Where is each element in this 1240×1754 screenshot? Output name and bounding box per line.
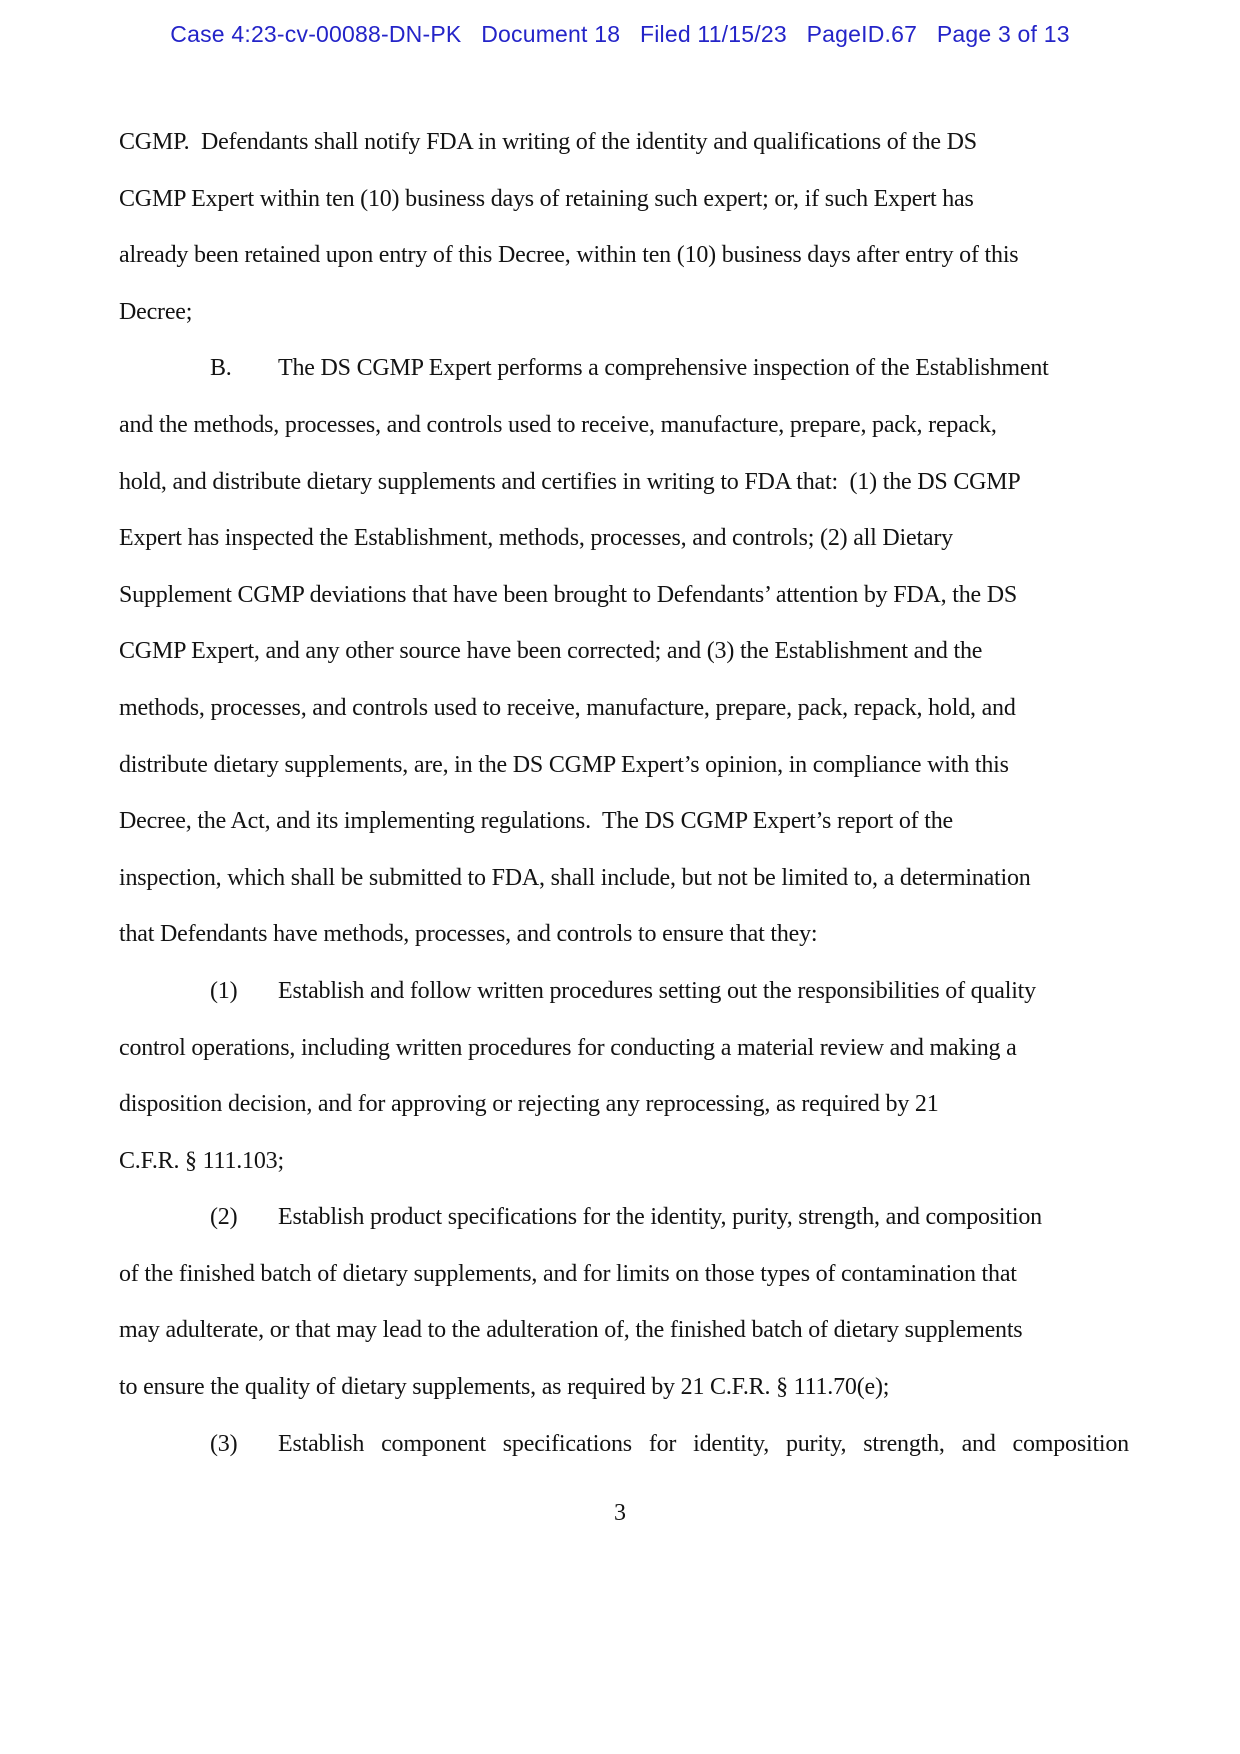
document-line (119, 906, 1129, 963)
line-text: disposition decision, and for approving or rejecting any reprocessing, as required by 21 (119, 1091, 939, 1118)
line-text: Supplement CGMP deviations that have been brought to Defendants’ attention by FDA, the DS (119, 581, 1018, 608)
document-line (119, 737, 1129, 794)
document-line (119, 284, 1129, 341)
document-line-item-1 (119, 963, 1129, 1020)
document-line-item-3 (119, 1416, 1129, 1473)
paragraph-marker: (2) (210, 1204, 238, 1231)
line-text: Decree; (119, 298, 193, 325)
line-text: that Defendants have methods, processes, and controls to ensure that they: (119, 921, 818, 948)
case-stamp-header: Case 4:23-cv-00088-DN-PK Document 18 Filed 11/15/23 PageID.67 Page 3 of 13 (170, 21, 1070, 47)
line-text: Establish and follow written procedures setting out the responsibilities of quality (278, 977, 1036, 1004)
document-line (119, 227, 1129, 284)
document-line (119, 510, 1129, 567)
line-text: inspection, which shall be submitted to FDA, shall include, but not be limited to, a determination (119, 864, 1031, 891)
line-text: Establish product specifications for the identity, purity, strength, and composition (278, 1204, 1042, 1231)
document-line (119, 1302, 1129, 1359)
document-line-item-2 (119, 1189, 1129, 1246)
paragraph-marker: (1) (210, 977, 238, 1004)
line-text: C.F.R. § 111.103; (119, 1147, 284, 1174)
document-line-paragraph-B (119, 340, 1129, 397)
line-text: and the methods, processes, and controls used to receive, manufacture, prepare, pack, repack, (119, 411, 997, 438)
line-text: Decree, the Act, and its implementing regulations. The DS CGMP Expert’s report of the (119, 808, 953, 835)
line-text: CGMP. Defendants shall notify FDA in writing of the identity and qualifications of the DS (119, 129, 977, 155)
document-line (119, 1359, 1129, 1416)
line-text: Establish component specifications for identity, purity, strength, and composition (278, 1430, 1129, 1457)
line-text: may adulterate, or that may lead to the adulteration of, the finished batch of dietary supplements (119, 1317, 1023, 1344)
document-line (119, 680, 1129, 737)
paragraph-marker: (3) (210, 1430, 238, 1457)
line-text: methods, processes, and controls used to receive, manufacture, prepare, pack, repack, hold, and (119, 694, 1016, 721)
document-line (119, 1020, 1129, 1077)
document-line (119, 623, 1129, 680)
line-text: already been retained upon entry of this Decree, within ten (10) business days after entry of this (119, 242, 1019, 269)
document-line (119, 1133, 1129, 1190)
document-line (119, 397, 1129, 454)
line-text: of the finished batch of dietary supplements, and for limits on those types of contamination that (119, 1260, 1017, 1287)
line-text: control operations, including written procedures for conducting a material review and making a (119, 1034, 1017, 1061)
page-number: 3 (614, 1500, 626, 1526)
line-text: CGMP Expert within ten (10) business days of retaining such expert; or, if such Expert has (119, 185, 974, 212)
line-text: The DS CGMP Expert performs a comprehensive inspection of the Establishment (278, 355, 1049, 382)
document-line (119, 793, 1129, 850)
line-text: distribute dietary supplements, are, in the DS CGMP Expert’s opinion, in compliance with this (119, 751, 1009, 778)
document-body (119, 114, 1129, 1472)
document-line (119, 1076, 1129, 1133)
document-line (119, 171, 1129, 228)
document-line (119, 567, 1129, 624)
line-text: to ensure the quality of dietary supplements, as required by 21 C.F.R. § 111.70(e); (119, 1374, 890, 1401)
line-text: hold, and distribute dietary supplements and certifies in writing to FDA that: (1) the DS CGMP (119, 468, 1021, 495)
line-text: Expert has inspected the Establishment, methods, processes, and controls; (2) all Dietary (119, 525, 953, 552)
document-line (119, 454, 1129, 511)
line-text: CGMP Expert, and any other source have been corrected; and (3) the Establishment and the (119, 638, 983, 665)
document-line (119, 850, 1129, 907)
paragraph-marker: B. (210, 355, 232, 382)
document-line (119, 114, 1129, 171)
document-line (119, 1246, 1129, 1303)
